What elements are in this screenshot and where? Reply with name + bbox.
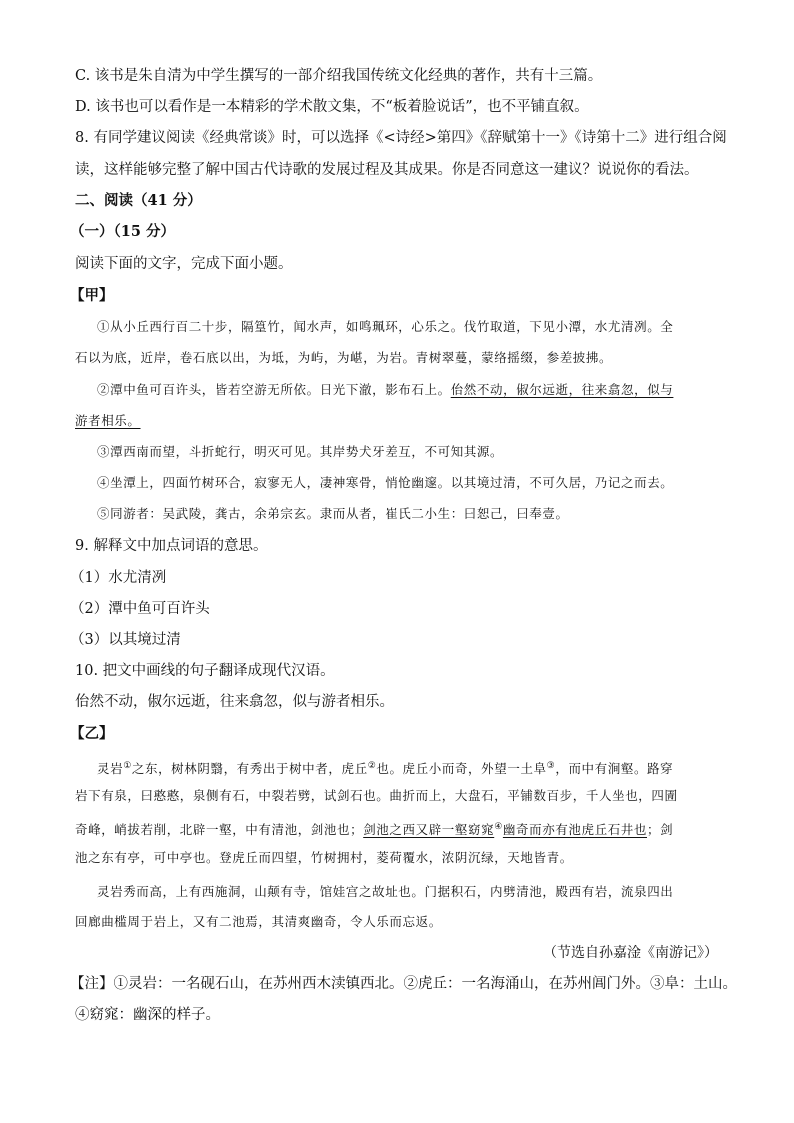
jia-paragraph-2a: [97, 380, 673, 400]
q10-sentence: 佁然不动，俶尔远逝，往来翕忽，似与游者相乐。: [75, 694, 394, 710]
subsection-title: （一）（15 分）: [70, 223, 175, 240]
jia-p2-plain: ②潭中鱼可百许头，皆若空游无所依。日光下澈，影布石上。: [97, 382, 451, 397]
jia-p2b-underlined: 游者相乐。: [75, 413, 141, 428]
q8-line-2: 读，这样能够完整了解中国古代诗歌的发展过程及其成果。你是否同意这一建议？说说你的看法。: [75, 162, 699, 178]
yi-line-6: 回廊曲槛周于岩上，又有二池焉，其清爽幽奇，令人乐而忘返。: [75, 914, 442, 929]
instruction: 阅读下面的文字，完成下面小题。: [75, 256, 293, 272]
source-citation: （节选自孙嘉淦《南游记》）: [543, 945, 718, 961]
yi-underlined-a: 剑池之西又辟一壑窈窕: [363, 822, 495, 838]
q9-item-2: （2）潭中鱼可百许头: [70, 601, 210, 617]
q10-title: 10. 把文中画线的句子翻译成现代汉语。: [75, 663, 335, 679]
q7-option-d: D. 该书也可以看作是一本精彩的学术散文集，不“板着脸说话”，也不平铺直叙。: [75, 99, 589, 115]
yi-underlined-b: 幽奇而亦有池虎丘石井也: [502, 822, 647, 838]
jia-paragraph-1b: 石以为底，近岸，卷石底以出，为坻，为屿，为嵁，为岩。青树翠蔓，蒙络摇缀，参差披拂。: [75, 350, 613, 365]
q9-item-3: （3）以其境过清: [70, 632, 181, 648]
jia-paragraph-2b: [75, 411, 141, 431]
section-title: 二、阅读（41 分）: [75, 192, 202, 209]
yi-label: 【乙】: [70, 725, 114, 742]
jia-p2-underlined: 佁然不动，俶尔远逝，往来翕忽，似与: [450, 382, 674, 397]
jia-paragraph-4: ④坐潭上，四面竹树环合，寂寥无人，凄神寒骨，悄怆幽邃。以其境过清，不可久居，乃记之而去。: [97, 475, 674, 490]
yi-line-3: 奇峰，峭拔若削，北辟一壑，中有清池，剑池也；剑池之西又辟一壑窈窕④幽奇而亦有池虎丘石井也；剑: [75, 822, 674, 838]
notes-line-1: 【注】①灵岩：一名砚石山，在苏州西木渎镇西北。②虎丘：一名海涌山，在苏州阊门外。③阜：土山。: [70, 976, 737, 992]
jia-paragraph-3: ③潭西南而望，斗折蛇行，明灭可见。其岸势犬牙差互，不可知其源。: [97, 444, 504, 459]
jia-paragraph-1a: ①从小丘西行百二十步，隔篁竹，闻水声，如鸣珮环，心乐之。伐竹取道，下见小潭，水尤清冽。全: [97, 319, 674, 334]
yi-line-5: 灵岩秀而高，上有西施洞，山颠有寺，馆娃宫之故址也。门据积石，内劈清池，殿西有岩，流泉四出: [97, 884, 674, 899]
q8-line-1: 8. 有同学建议阅读《经典常谈》时，可以选择《<诗经>第四》《辞赋第十一》《诗第十二》进行组合阅: [75, 130, 727, 146]
jia-label: 【甲】: [70, 287, 114, 304]
yi-line-4: 池之东有亭，可中亭也。登虎丘而四望，竹树拥村，菱荷覆水，浓阴沉绿，天地皆青。: [75, 850, 573, 865]
yi-line-1: 灵岩①之东，树林阴翳，有秀出于树中者，虎丘②也。虎丘小而奇，外望一土阜③，而中有涧壑。路穿: [97, 761, 674, 777]
q9-title: 9. 解释文中加点词语的意思。: [75, 538, 268, 554]
q9-item-1: （1）水尤清冽: [70, 570, 167, 586]
yi-line-2: 岩下有泉，曰憨憨，泉侧有石，中裂若劈，试剑石也。曲折而上，大盘石，平铺数百步，千人坐也，四圊: [75, 788, 678, 803]
jia-paragraph-5: ⑤同游者：吴武陵，龚古，余弟宗玄。隶而从者，崔氏二小生：曰恕己，曰奉壹。: [97, 506, 569, 521]
notes-line-2: ④窈窕：幽深的样子。: [75, 1007, 220, 1023]
q7-option-c: C. 该书是朱自清为中学生撰写的一部介绍我国传统文化经典的著作，共有十三篇。: [75, 68, 603, 84]
